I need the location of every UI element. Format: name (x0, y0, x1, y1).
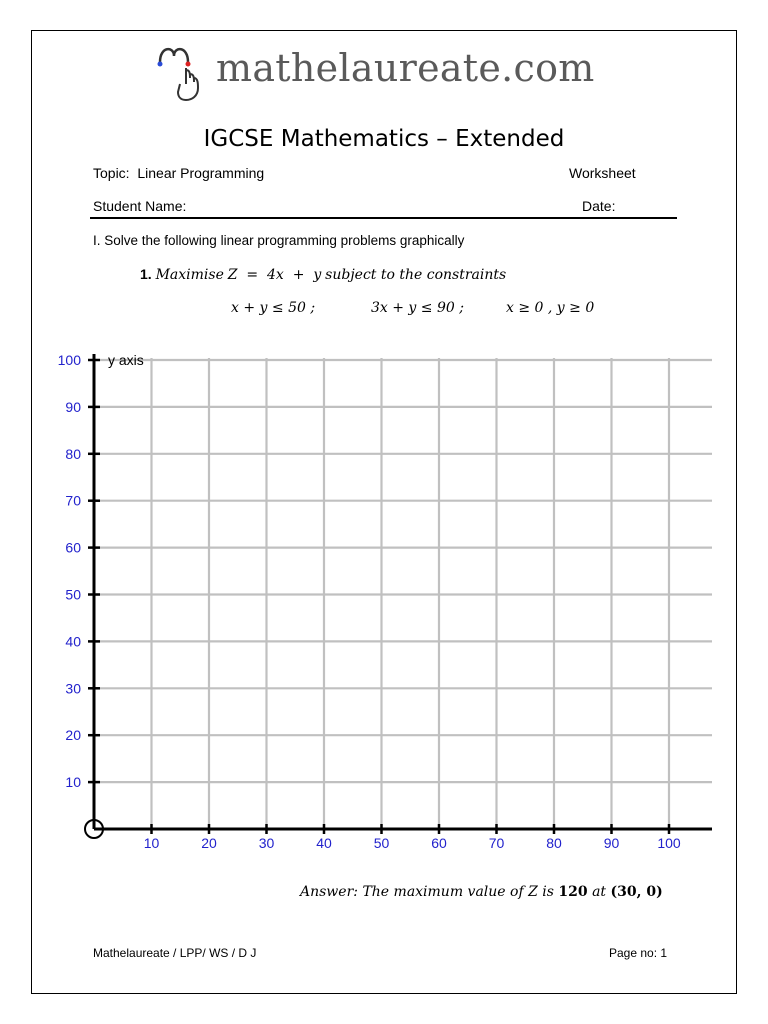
answer-line (300, 884, 663, 900)
constraint-3: x ≥ 0 , y ≥ 0 (506, 300, 595, 316)
x-tick-label: 50 (373, 835, 390, 851)
topic-value: Linear Programming (137, 165, 265, 181)
answer-prefix: Answer (300, 884, 354, 900)
y-tick-label: 30 (65, 680, 81, 697)
y-tick-label: 70 (65, 492, 81, 509)
y-tick-label: 100 (57, 352, 81, 368)
page-title: IGCSE Mathematics – Extended (203, 126, 565, 152)
y-tick-label: 60 (65, 539, 81, 556)
y-tick-label: 40 (65, 633, 81, 650)
doc-type: Worksheet (569, 165, 636, 181)
problem-subject-to: subject to the constraints (325, 267, 507, 283)
y-tick-label: 20 (65, 727, 81, 744)
footer-page-number: Page no: 1 (609, 946, 668, 960)
y-tick-label: 80 (65, 445, 81, 462)
x-tick-label: 100 (657, 835, 681, 851)
problem-number: 1. (140, 266, 152, 282)
y-axis-label: y axis (108, 352, 144, 368)
x-tick-label: 70 (488, 835, 505, 851)
x-tick-label: 20 (201, 835, 217, 851)
y-tick-label: 50 (65, 586, 81, 603)
problem-maximise: Maximise (155, 267, 224, 283)
topic-label: Topic: (93, 165, 130, 181)
answer-at: at (592, 884, 607, 900)
constraint-2: 3x + y ≤ 90 ; (371, 300, 464, 316)
answer-text: : The maximum value of Z is (353, 884, 554, 900)
x-tick-label: 30 (258, 835, 275, 851)
footer-left: Mathelaureate / LPP/ WS / D J (93, 946, 257, 960)
answer-value: 120 (558, 884, 588, 900)
constraint-1: x + y ≤ 50 ; (231, 300, 316, 316)
logo-text: mathelaureate.com (216, 46, 595, 90)
student-name-label: Student Name: (93, 198, 187, 214)
x-tick-label: 90 (603, 835, 620, 851)
x-tick-label: 60 (431, 835, 447, 851)
date-label: Date: (582, 198, 616, 214)
x-tick-label: 40 (316, 835, 332, 851)
x-tick-label: 80 (546, 835, 562, 851)
y-tick-label: 90 (65, 398, 81, 415)
y-tick-label: 10 (65, 774, 81, 791)
problem-objective: Z = 4x + y (227, 267, 322, 283)
answer-point: (30, 0) (610, 884, 663, 900)
section-instruction: I. Solve the following linear programming problems graphically (93, 233, 465, 248)
x-tick-label: 10 (143, 835, 160, 851)
